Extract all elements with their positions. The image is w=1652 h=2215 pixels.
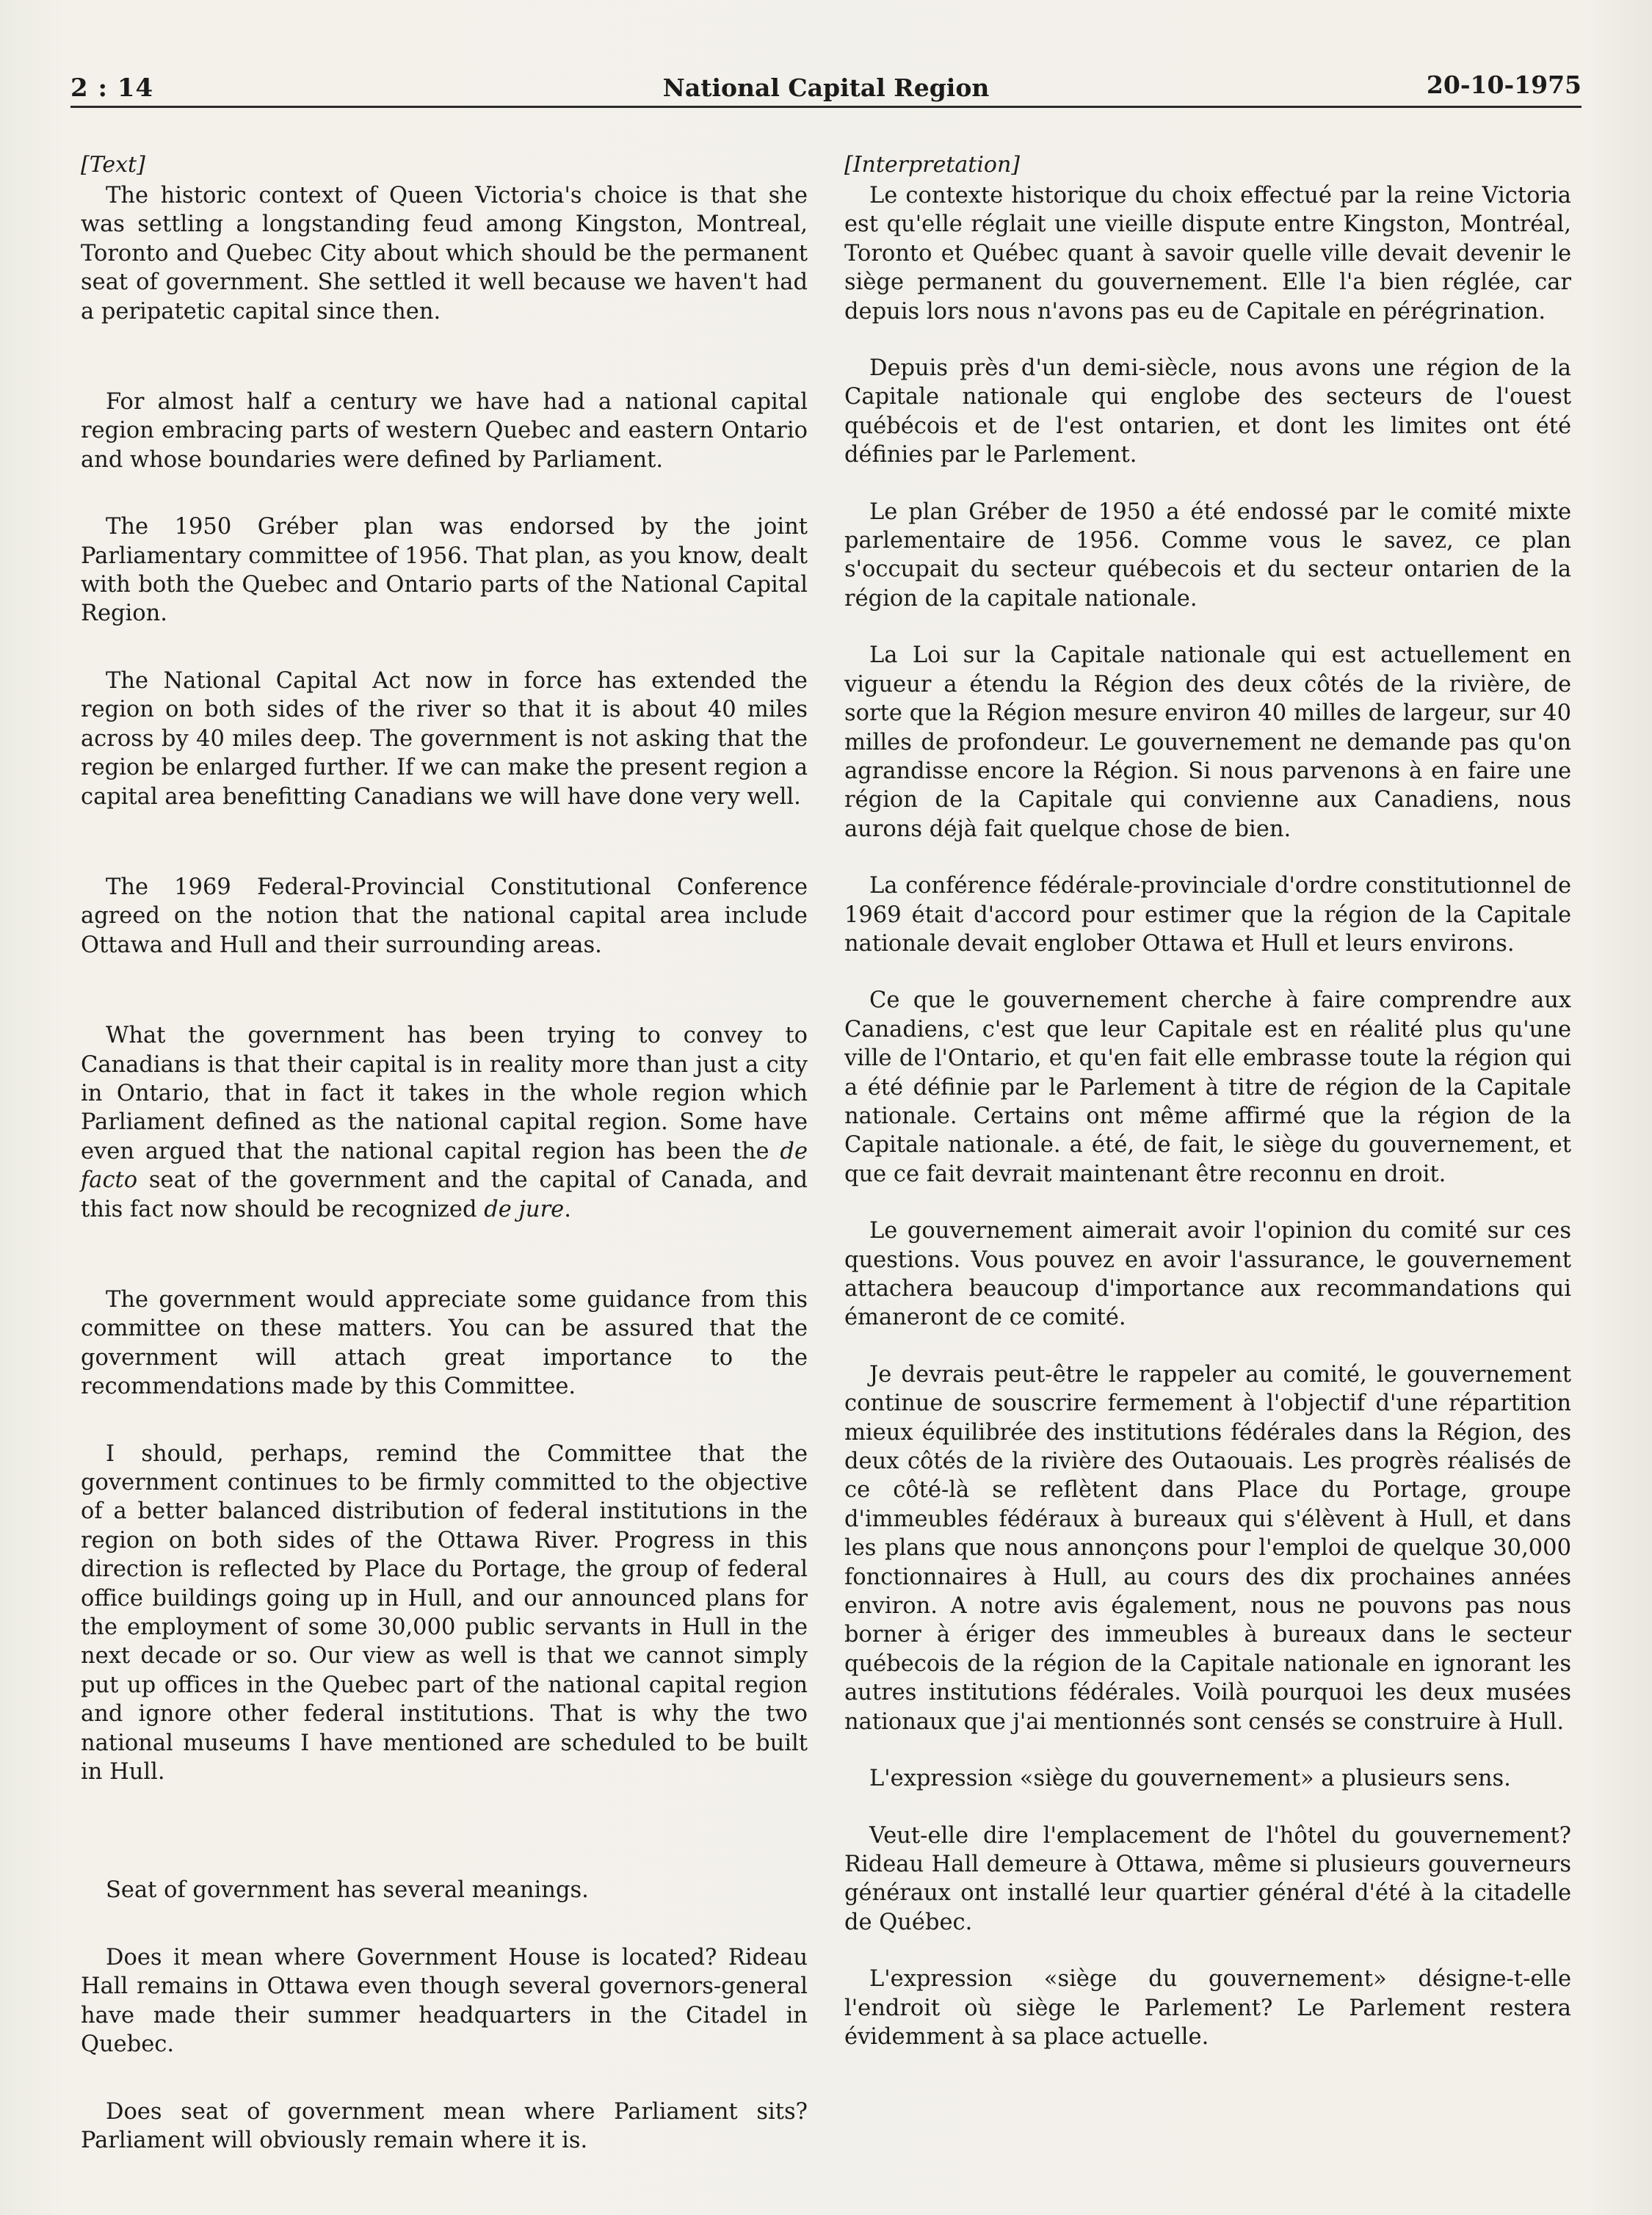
fr-paragraph-9: L'expression «siège du gouvernement» a plusieurs sens. xyxy=(869,1766,1511,1792)
interpretation-label: [Interpretation] xyxy=(844,152,1021,178)
en-paragraph-6-mid: seat of the government and the capital of Canada, and this fact now should be recognized xyxy=(81,1167,808,1222)
en-paragraph-9: Seat of government has several meanings. xyxy=(106,1877,589,1904)
fr-paragraph-3: Le plan Gréber de 1950 a été endossé par le comité mixte parlementaire de 1956. Comme vous le savez, ce plan s'occupait du secteur québecois et du secteur ontarien de la région de la capitale nationale. xyxy=(844,499,1571,612)
en-paragraph-6-end: . xyxy=(564,1196,571,1222)
fr-paragraph-11: L'expression «siège du gouvernement» désigne-t-elle l'endroit où siège le Parlement? Le Parlement restera évidemment à sa place actuelle. xyxy=(844,1966,1571,2050)
french-interpretation-column xyxy=(844,151,1571,2079)
fr-paragraph-2: Depuis près d'un demi-siècle, nous avons une région de la Capitale nationale qui englobe des secteurs de l'ouest québécois et de l'est ontarien, et dont les limites ont été définies par le Parlement. xyxy=(844,355,1571,468)
fr-paragraph-8: Je devrais peut-être le rappeler au comité, le gouvernement continue de souscrire fermement à l'objectif d'une répartition mieux équilibrée des institutions fédérales dans la Région, des deux côtés de la rivière des Outaouais. Les progrès réalisés de ce côté-là se reflètent dans Place du Portage, groupe d'immeubles fédéraux à bureaux qui s'élèvent à Hull, et dans les plans que nous annonçons pour l'emploi de quelque 30,000 fonctionnaires à Hull, au cours des dix prochaines années environ. A notre avis également, nous ne pouvons pas nous borner à ériger des immeubles à bureaux dans le secteur québecois de la région de la Capitale nationale en ignorant les autres institutions fédérales. Voilà pourquoi les deux musées nationaux que j'ai mentionnés sont censés se construire à Hull. xyxy=(844,1361,1571,1735)
running-title: National Capital Region xyxy=(662,73,990,102)
en-paragraph-1: The historic context of Queen Victoria's choice is that she was settling a longstanding feud among Kingston, Montreal, Toronto and Quebec City about which should be the permanent seat of government. She settled it well because we haven't had a peripatetic capital since then. xyxy=(81,183,808,325)
fr-paragraph-4: La Loi sur la Capitale nationale qui est actuellement en vigueur a étendu la Région des deux côtés de la rivière, de sorte que la Région mesure environ 40 milles de largeur, sur 40 milles de profondeur. Le gouvernement ne demande pas qu'on agrandisse encore la Région. Si nous parvenons à en faire une région de la Capitale qui convienne aux Canadiens, nous aurons déjà fait quelque chose de bien. xyxy=(844,642,1571,842)
fr-paragraph-5: La conférence fédérale-provinciale d'ordre constitutionnel de 1969 était d'accord pour estimer que la région de la Capitale nationale devait englober Ottawa et Hull et leurs environs. xyxy=(844,873,1571,957)
header-date: 20-10-1975 xyxy=(1426,70,1582,99)
page-number: 2 : 14 xyxy=(70,73,154,103)
fr-paragraph-10: Veut-elle dire l'emplacement de l'hôtel du gouvernement? Rideau Hall demeure à Ottawa, même si plusieurs gouverneurs généraux ont installé leur quartier général d'été à la citadelle de Québec. xyxy=(844,1822,1571,1935)
de-facto-term: de facto xyxy=(81,1138,808,1194)
fr-paragraph-6: Ce que le gouvernement cherche à faire comprendre aux Canadiens, c'est que leur Capitale est en réalité plus qu'une ville de l'Ontario, et qu'en fait elle embrasse toute la région qui a été définie par le Parlement à titre de région de la Capitale nationale. Certains ont même affirmé que la région de la Capitale nationale. a été, de fait, le siège du gouvernement, et que ce fait devrait maintenant être reconnu en droit. xyxy=(844,987,1571,1187)
de-jure-term: de jure xyxy=(484,1196,565,1222)
en-paragraph-3: The 1950 Gréber plan was endorsed by the joint Parliamentary committee of 1956. That plan, as you know, dealt with both the Quebec and Ontario parts of the National Capital Region. xyxy=(81,514,808,627)
fr-paragraph-7: Le gouvernement aimerait avoir l'opinion du comité sur ces questions. Vous pouvez en avoir l'assurance, le gouvernement attachera beaucoup d'importance aux recommandations qui émaneront de ce comité. xyxy=(844,1218,1571,1331)
fr-paragraph-1: Le contexte historique du choix effectué par la reine Victoria est qu'elle réglait une vieille dispute entre Kingston, Montréal, Toronto et Québec quant à savoir quelle ville devait devenir le siège permanent du gouvernement. Elle l'a bien réglée, car depuis lors nous n'avons pas eu de Capitale en pérégrination. xyxy=(844,183,1571,325)
en-paragraph-8: I should, perhaps, remind the Committee that the government continues to be firmly committed to the objective of a better balanced distribution of federal institutions in the region on both sides of the Ottawa River. Progress in this direction is reflected by Place du Portage, the group of federal office buildings going up in Hull, and our announced plans for the employment of some 30,000 public servants in Hull in the next decade or so. Our view as well is that we cannot simply put up offices in the Quebec part of the national capital region and ignore other federal institutions. That is why the two national museums I have mentioned are scheduled to be built in Hull. xyxy=(81,1440,808,1786)
en-paragraph-7: The government would appreciate some guidance from this committee on these matters. You can be assured that the government will attach great importance to the recommendations made by this Committee. xyxy=(81,1286,808,1400)
en-paragraph-4: The National Capital Act now in force has extended the region on both sides of the river so that it is about 40 miles across by 40 miles deep. The government is not asking that the region be enlarged further. If we can make the present region a capital area benefitting Canadians we will have done very well. xyxy=(81,667,808,810)
en-paragraph-6 xyxy=(81,1021,808,1224)
en-paragraph-11: Does seat of government mean where Parliament sits? Parliament will obviously remain where it is. xyxy=(81,2098,808,2153)
en-paragraph-10: Does it mean where Government House is located? Rideau Hall remains in Ottawa even though several governors-general have made their summer headquarters in the Citadel in Quebec. xyxy=(81,1944,808,2058)
page-header xyxy=(70,65,1582,108)
en-paragraph-6-start: What the government has been trying to convey to Canadians is that their capital is in reality more than just a city in Ontario, that in fact it takes in the whole region which Parliament defined as the national capital region. Some have even argued that the national capital region has been the xyxy=(81,1023,808,1164)
en-paragraph-2: For almost half a century we have had a national capital region embracing parts of western Quebec and eastern Ontario and whose boundaries were defined by Parliament. xyxy=(81,389,808,473)
text-label: [Text] xyxy=(81,152,145,178)
en-paragraph-5: The 1969 Federal-Provincial Constitutional Conference agreed on the notion that the national capital area include Ottawa and Hull and their surrounding areas. xyxy=(81,874,808,958)
english-text-column xyxy=(81,151,808,2193)
